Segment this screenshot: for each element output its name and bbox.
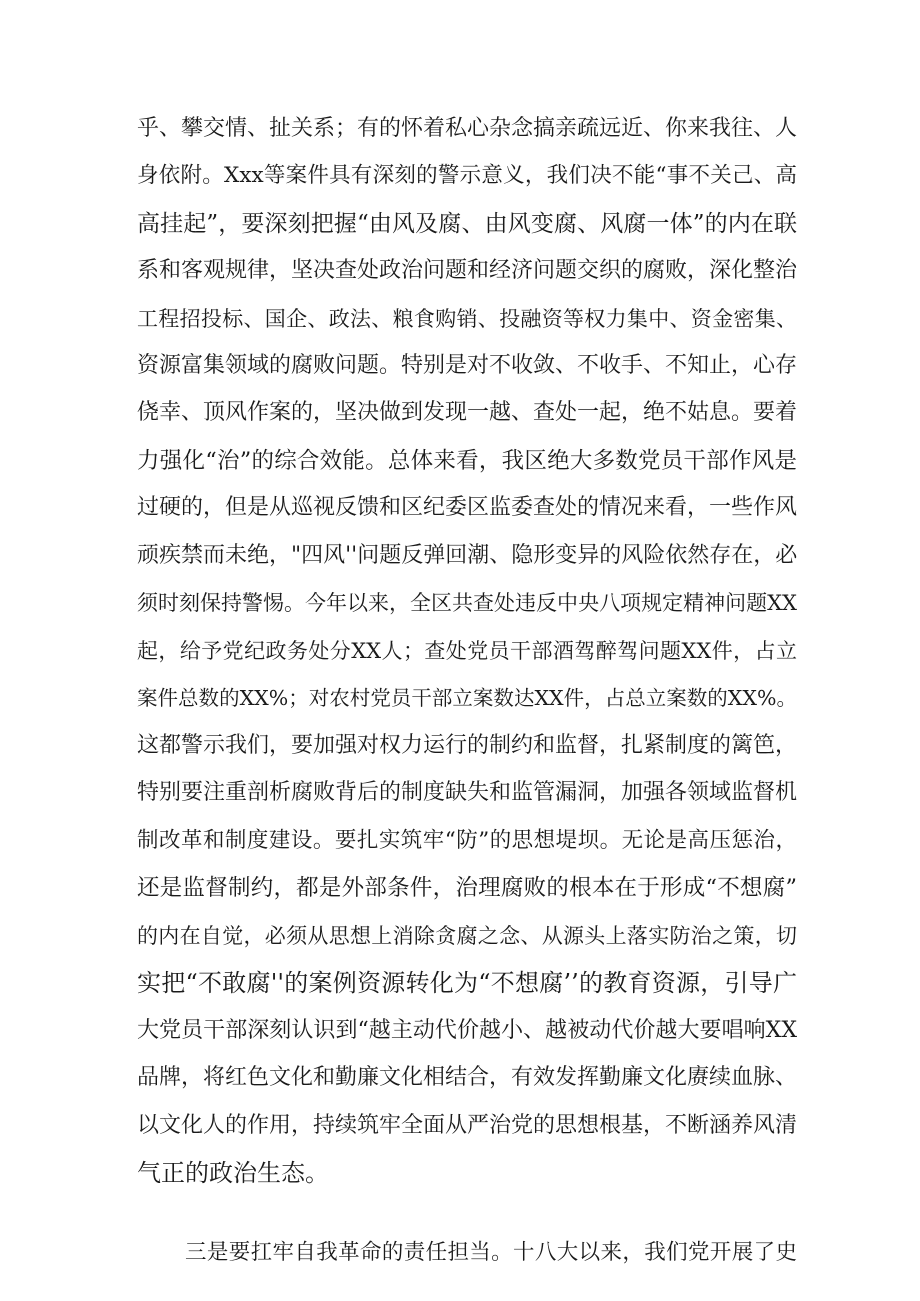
paragraph-line: 过硬的，但是从巡视反馈和区纪委区监委查处的情况来看，一些作风 xyxy=(137,495,797,520)
paragraph-line: 资源富集领域的腐败问题。特别是对不收敛、不收手、不知止，心存 xyxy=(137,353,797,378)
paragraph-line: 工程招投标、国企、政法、粮食购销、投融资等权力集中、资金密集、 xyxy=(137,307,797,331)
paragraph-line: 身依附。Xxx等案件具有深刻的警示意义，我们决不能“事不关己、高 xyxy=(137,163,797,188)
paragraph-line: 系和客观规律，坚决查处政治问题和经济问题交织的腐败，深化整治 xyxy=(137,258,797,283)
paragraph-line: 的内在自觉，必须从思想上消除贪腐之念、从源头上落实防治之策，切 xyxy=(137,924,797,948)
paragraph-line: 气正的政治生态。 xyxy=(137,1159,329,1187)
paragraph-line: 乎、攀交情、扯关系；有的怀着私心杂念搞亲疏远近、你来我往、人 xyxy=(137,116,797,141)
paragraph-line: 实把“不敢腐''的案例资源转化为“不想腐’’的教育资源，引导广 xyxy=(137,969,797,997)
paragraph-line: 力强化“治”的综合效能。总体来看，我区绝大多数党员干部作风是 xyxy=(137,448,797,474)
paragraph-line: 案件总数的XX%；对农村党员干部立案数达XX件，占总立案数的XX%。 xyxy=(137,686,797,710)
paragraph-line: 以文化人的作用，持续筑牢全面从严治党的思想根基，不断涵养风清 xyxy=(137,1113,797,1138)
paragraph-line: 这都警示我们，要加强对权力运行的制约和监督，扎紧制度的篱笆， xyxy=(137,733,797,758)
paragraph-line: 特别要注重剖析腐败背后的制度缺失和监管漏洞，加强各领域监督机 xyxy=(137,780,797,805)
next-paragraph-line: 三是要扛牢自我革命的责任担当。十八大以来，我们党开展了史 xyxy=(185,1240,797,1265)
paragraph-line: 品牌，将红色文化和勤廉文化相结合，有效发挥勤廉文化赓续血脉、 xyxy=(137,1065,797,1090)
paragraph-line: 高挂起”，要深刻把握“由风及腐、由风变腐、风腐一体”的内在联 xyxy=(137,211,797,237)
paragraph-line: 侥幸、顶风作案的，坚决做到发现一越、查处一起，绝不姑息。要着 xyxy=(137,400,797,425)
paragraph-line: 大党员干部深刻认识到“越主动代价越小、越被动代价越大要唱响XX xyxy=(137,1018,797,1043)
paragraph-line: 顽疾禁而未绝，"四风''问题反弹回潮、隐形变异的风险依然存在，必 xyxy=(137,543,797,568)
paragraph-line: 还是监督制约，都是外部条件，治理腐败的根本在于形成“不想腐” xyxy=(137,875,797,901)
paragraph-line: 须时刻保持警惕。今年以来，全区共查处违反中央八项规定精神问题XX xyxy=(137,591,797,615)
paragraph-line: 起，给予党纪政务处分XX人；查处党员干部酒驾醉驾问题XX件，占立 xyxy=(137,639,797,663)
paragraph-line: 制改革和制度建设。要扎实筑牢“防”的思想堤坝。无论是高压惩治， xyxy=(137,828,797,853)
